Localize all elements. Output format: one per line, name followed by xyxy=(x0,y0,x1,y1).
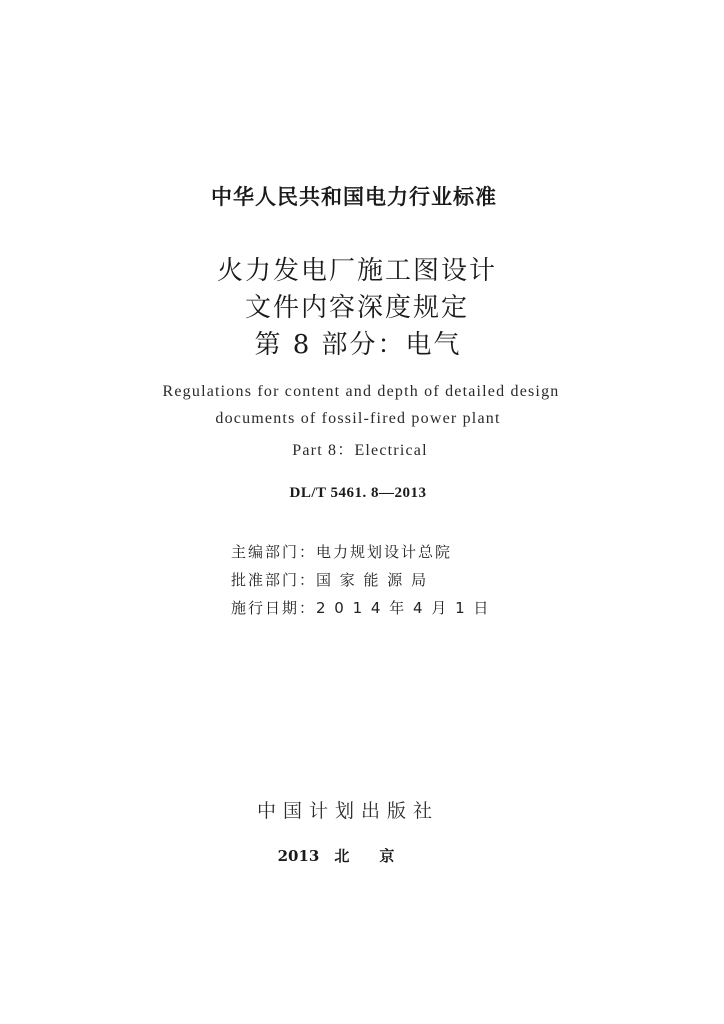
editor-department: 主编部门：电力规划设计总院 xyxy=(231,543,453,561)
approval-department: 批准部门：国 家 能 源 局 xyxy=(231,571,429,589)
publication-year-place: 2013 北 京 xyxy=(277,847,395,865)
english-title-line-1: Regulations for content and depth of detailed design xyxy=(162,383,560,400)
effective-date: 施行日期：2 0 1 4 年 4 月 1 日 xyxy=(231,599,491,617)
standard-series-title: 中华人民共和国电力行业标准 xyxy=(211,185,497,209)
document-title-line-3: 第 8 部分：电气 xyxy=(254,330,462,360)
english-title-line-2: documents of fossil-fired power plant xyxy=(215,410,501,427)
english-title-line-3: Part 8：Electrical xyxy=(292,442,428,459)
document-title-line-1: 火力发电厂施工图设计 xyxy=(216,256,497,286)
document-title-line-2: 文件内容深度规定 xyxy=(244,293,469,323)
publisher-name: 中国计划出版社 xyxy=(256,800,439,822)
standard-code: DL/T 5461. 8—2013 xyxy=(289,485,427,501)
